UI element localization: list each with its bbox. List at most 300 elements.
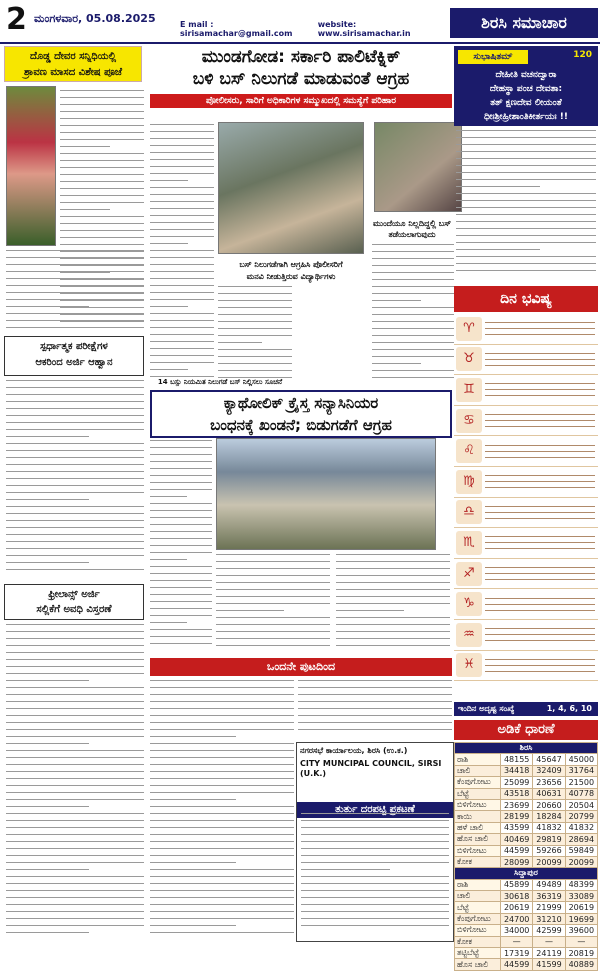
text-line	[150, 334, 214, 335]
horoscope-row	[454, 620, 598, 651]
continued-text-2	[298, 680, 452, 738]
second-article-col-1	[150, 440, 212, 654]
left-subhead-2-line-2: ಸಲ್ಲಿಕೆಗೆ ಅವಧಿ ವಿಸ್ತರಣೆ	[36, 604, 112, 615]
pisces-icon: ♓	[456, 653, 482, 677]
rate-variety: ಬೆಟ್ಟೆ	[455, 902, 501, 913]
text-line	[6, 499, 89, 500]
rate-value: —	[501, 936, 533, 947]
continued-text-1	[150, 680, 294, 942]
rate-value: 18284	[533, 811, 565, 822]
second-headline	[150, 390, 452, 438]
second-article-col-2	[216, 554, 330, 654]
text-line	[150, 587, 212, 588]
horoscope-text	[482, 378, 598, 401]
text-line	[485, 365, 595, 366]
left-subhead-1-line-1: ಸ್ಪರ್ಧಾತ್ಮಕ ಪರೀಕ್ಷೆಗಳ	[40, 341, 108, 352]
text-line	[6, 520, 144, 521]
rate-variety: ಹೊಸ ಚಾಲಿ	[455, 959, 501, 970]
rate-value: 41832	[565, 822, 597, 833]
mid-subhead-1: ಬಸ್ ನಿಲುಗಡೆಗಾಗಿ ಆಗ್ರಹಿಸಿ ಪೊಲೀಸರಿಗೆ	[239, 260, 343, 269]
horoscope-text	[482, 501, 598, 524]
text-line	[456, 144, 596, 145]
text-line	[372, 286, 454, 287]
text-line	[372, 307, 454, 308]
text-line	[150, 348, 214, 349]
text-line	[60, 188, 144, 189]
rate-value: 49489	[533, 879, 565, 890]
text-line	[150, 468, 212, 469]
text-line	[6, 271, 144, 272]
rate-value: 20660	[533, 799, 565, 810]
text-line	[150, 222, 214, 223]
text-line	[298, 687, 452, 688]
text-line	[6, 666, 144, 667]
text-line	[456, 172, 596, 173]
text-line	[150, 187, 214, 188]
text-line	[372, 321, 454, 322]
rate-value: 28099	[501, 856, 533, 867]
text-line	[150, 250, 214, 251]
text-line	[150, 257, 214, 258]
taurus-icon: ♉	[456, 347, 482, 371]
text-line	[218, 342, 262, 343]
text-line	[6, 862, 144, 863]
rates-row	[455, 834, 598, 845]
text-line	[150, 636, 212, 637]
text-line	[6, 813, 144, 814]
text-line	[150, 559, 187, 560]
text-line	[216, 631, 330, 632]
text-line	[216, 575, 330, 576]
text-line	[216, 561, 330, 562]
left-article-text-3	[6, 380, 144, 580]
text-line	[150, 320, 214, 321]
text-line	[150, 722, 294, 723]
text-line	[372, 293, 454, 294]
text-line	[150, 855, 294, 856]
city-council-name-en: CITY MUNCIPAL COUNCIL, SIRSI (U.K.)	[300, 759, 442, 778]
rate-value: 40469	[501, 834, 533, 845]
text-line	[6, 645, 144, 646]
text-line	[150, 580, 212, 581]
rate-value: 45899	[501, 879, 533, 890]
text-line	[6, 694, 144, 695]
text-line	[150, 687, 294, 688]
text-line	[6, 306, 89, 307]
text-line	[150, 566, 212, 567]
text-line	[336, 638, 450, 639]
text-line	[6, 764, 144, 765]
text-line	[6, 652, 144, 653]
text-line	[6, 750, 144, 751]
text-line	[6, 932, 89, 933]
text-line	[216, 603, 330, 604]
rate-variety: ರಾಶಿ	[455, 879, 501, 890]
city-notice-text	[301, 813, 449, 937]
lead-headline-line-2: ಬಳಿ ಬಸ್ ನಿಲುಗಡೆ ಮಾಡುವಂತೆ ಆಗ್ರಹ	[192, 69, 410, 89]
text-line	[60, 174, 144, 175]
rate-value: 24700	[501, 913, 533, 924]
text-line	[216, 638, 330, 639]
text-line	[372, 370, 454, 371]
horoscope-text	[482, 531, 598, 554]
horoscope-text	[482, 562, 598, 585]
text-line	[6, 715, 144, 716]
inset-photo	[374, 122, 462, 212]
text-line	[336, 610, 404, 611]
text-line	[456, 270, 596, 271]
rate-value: 34418	[501, 765, 533, 776]
text-line	[150, 869, 294, 870]
text-line	[485, 322, 595, 323]
text-line	[150, 362, 214, 363]
text-line	[60, 202, 144, 203]
lucky-numbers	[454, 702, 598, 716]
text-line	[150, 461, 212, 462]
lead-article-col-1	[150, 124, 214, 386]
text-line	[456, 263, 596, 264]
rates-row	[455, 902, 598, 913]
text-line	[150, 890, 294, 891]
rate-variety: ಕೆಂಪುಗೋಟು	[455, 777, 501, 788]
text-line	[6, 799, 144, 800]
text-line	[150, 208, 214, 209]
text-line	[60, 125, 144, 126]
text-line	[150, 792, 294, 793]
city-notice-title: ತುರ್ತು ದರಪಟ್ಟಿ ಪ್ರಕಟಣೆ	[297, 802, 453, 818]
subhashitam-label: ಸುಭಾಷಿತಮ್	[458, 50, 528, 64]
text-line	[485, 475, 595, 476]
rate-value: 24119	[533, 948, 565, 959]
text-line	[6, 313, 144, 314]
rate-value: 20099	[533, 856, 565, 867]
rate-variety: ಹಳೆ ಚಾಲಿ	[455, 822, 501, 833]
text-line	[150, 482, 212, 483]
text-line	[216, 589, 330, 590]
text-line	[485, 481, 595, 482]
website-text: website: www.sirisamachar.in	[317, 20, 411, 38]
text-line	[485, 506, 595, 507]
text-line	[150, 701, 294, 702]
text-line	[485, 536, 595, 537]
text-line	[6, 883, 144, 884]
text-line	[456, 228, 596, 229]
lead-subhead: ಮುಂದೆಯೂ ನಿಲ್ಲದಿದ್ದಲ್ಲಿ ಬಸ್ ತಡೆಯಲಾಗುವುದು	[372, 219, 452, 239]
text-line	[336, 617, 450, 618]
text-line	[150, 918, 294, 919]
text-line	[485, 487, 595, 488]
rates-row	[455, 788, 598, 799]
rate-value: 28694	[565, 834, 597, 845]
text-line	[6, 806, 89, 807]
text-line	[6, 897, 144, 898]
rate-value: 28199	[501, 811, 533, 822]
text-line	[150, 138, 214, 139]
text-line	[6, 855, 144, 856]
text-line	[150, 503, 212, 504]
city-council-notice	[296, 742, 454, 942]
text-line	[150, 194, 214, 195]
text-line	[485, 457, 595, 458]
text-line	[6, 278, 144, 279]
text-line	[336, 575, 450, 576]
text-line	[6, 464, 144, 465]
text-line	[485, 426, 595, 427]
text-line	[6, 638, 144, 639]
text-line	[150, 201, 214, 202]
text-line	[150, 243, 188, 244]
areca-rates-table	[454, 742, 598, 971]
text-line	[301, 820, 449, 821]
text-line	[216, 610, 284, 611]
text-line	[372, 272, 454, 273]
text-line	[150, 778, 294, 779]
text-line	[150, 708, 294, 709]
rates-section-row	[455, 743, 598, 754]
rate-variety: ಬಿಳಿಗೋಟು	[455, 845, 501, 856]
text-line	[485, 445, 595, 446]
text-line	[6, 450, 144, 451]
text-line	[456, 221, 596, 222]
issue-date: ಮಂಗಳವಾರ, 05.08.2025	[34, 12, 156, 25]
text-line	[6, 659, 144, 660]
text-line	[6, 422, 144, 423]
text-line	[485, 634, 595, 635]
text-line	[150, 152, 214, 153]
text-line	[150, 285, 214, 286]
rates-row	[455, 891, 598, 902]
rate-value: —	[533, 936, 565, 947]
horoscope-text	[482, 409, 598, 432]
text-line	[150, 932, 294, 933]
text-line	[6, 631, 144, 632]
rally-photo	[216, 438, 436, 550]
rate-variety: ಕೆಂಪುಗೋಟು	[455, 913, 501, 924]
contact-line	[180, 20, 442, 38]
text-line	[485, 567, 595, 568]
areca-rates-title: ಅಡಿಕೆ ಧಾರಣೆ	[454, 720, 598, 740]
text-line	[6, 708, 144, 709]
text-line	[372, 363, 421, 364]
text-line	[150, 306, 188, 307]
text-line	[150, 608, 212, 609]
text-line	[6, 918, 144, 919]
text-line	[372, 265, 454, 266]
text-line	[372, 356, 454, 357]
text-line	[456, 158, 596, 159]
text-line	[372, 300, 421, 301]
text-line	[6, 478, 144, 479]
rate-variety: ತಟ್ಟಿಬೆಟ್ಟೆ	[455, 948, 501, 959]
text-line	[485, 334, 595, 335]
left-headline-box	[4, 46, 142, 82]
text-line	[150, 573, 212, 574]
text-line	[60, 104, 144, 105]
rates-row	[455, 811, 598, 822]
text-line	[6, 771, 144, 772]
rate-value: 44599	[501, 959, 533, 970]
text-line	[6, 729, 144, 730]
horoscope-row	[454, 375, 598, 406]
text-line	[6, 299, 144, 300]
text-line	[301, 883, 449, 884]
text-line	[6, 820, 144, 821]
lucky-numbers-value: 1, 4, 6, 10	[546, 704, 592, 713]
text-line	[372, 349, 454, 350]
text-line	[150, 313, 214, 314]
horoscope-row	[454, 467, 598, 498]
rate-value: 34000	[501, 925, 533, 936]
text-line	[456, 165, 596, 166]
horoscope-row	[454, 651, 598, 682]
text-line	[150, 159, 214, 160]
rates-row	[455, 948, 598, 959]
protest-photo	[218, 122, 364, 254]
text-line	[218, 300, 292, 301]
continued-band: ಒಂದನೇ ಪುಟದಿಂದ	[150, 658, 452, 676]
text-line	[6, 513, 144, 514]
text-line	[301, 890, 449, 891]
rate-variety: ಬೆಟ್ಟೆ	[455, 788, 501, 799]
text-line	[372, 314, 454, 315]
text-line	[6, 743, 89, 744]
horoscope-title: ದಿನ ಭವಿಷ್ಯ	[454, 286, 598, 312]
text-line	[150, 538, 212, 539]
text-line	[218, 335, 292, 336]
text-line	[485, 671, 595, 672]
text-line	[150, 496, 187, 497]
text-line	[150, 601, 212, 602]
text-line	[301, 834, 449, 835]
left-subhead-1-line-2: ಆಕರಿಂದ ಅರ್ಜಿ ಆಹ್ವಾನ	[35, 357, 113, 368]
rate-value: 59849	[565, 845, 597, 856]
text-line	[150, 299, 214, 300]
text-line	[6, 485, 144, 486]
horoscope-text	[482, 593, 598, 616]
text-line	[150, 622, 187, 623]
text-line	[372, 244, 454, 245]
email-text: E mail : sirisamachar@gmail.com	[180, 20, 293, 38]
text-line	[150, 806, 294, 807]
text-line	[6, 869, 89, 870]
horoscope-row	[454, 559, 598, 590]
text-line	[485, 579, 595, 580]
text-line	[150, 729, 294, 730]
page-number: 2	[6, 2, 27, 37]
text-line	[456, 207, 596, 208]
text-line	[216, 554, 330, 555]
rate-value: 30618	[501, 891, 533, 902]
text-line	[6, 876, 144, 877]
text-line	[150, 629, 212, 630]
rate-value: 40889	[565, 959, 597, 970]
text-line	[150, 911, 294, 912]
text-line	[6, 471, 144, 472]
text-line	[150, 531, 212, 532]
text-line	[6, 457, 144, 458]
subhashitam-box	[454, 46, 598, 126]
text-line	[150, 643, 212, 644]
text-line	[6, 429, 144, 430]
text-line	[60, 195, 144, 196]
text-line	[6, 785, 144, 786]
rate-value: 21999	[533, 902, 565, 913]
text-line	[485, 389, 595, 390]
rate-value: 20619	[565, 902, 597, 913]
rates-row	[455, 959, 598, 970]
rate-value: 23699	[501, 799, 533, 810]
text-line	[336, 596, 450, 597]
text-line	[216, 596, 330, 597]
rate-variety: ಬಿಳಿಗೋಟು	[455, 799, 501, 810]
text-line	[6, 680, 89, 681]
rate-variety: ಹೊಸ ಚಾಲಿ	[455, 834, 501, 845]
text-line	[6, 673, 144, 674]
text-line	[298, 680, 452, 681]
rates-row	[455, 777, 598, 788]
text-line	[6, 534, 144, 535]
masthead: ಶಿರಸಿ ಸಮಾಚಾರ	[450, 8, 598, 38]
text-line	[485, 573, 595, 574]
left-headline-line-2: ಶ್ರಾವಣ ಮಾಸದ ವಿಶೇಷ ಪೂಜೆ	[23, 67, 123, 78]
text-line	[485, 414, 595, 415]
rate-value: 31210	[533, 913, 565, 924]
text-line	[6, 285, 144, 286]
horoscope-row	[454, 589, 598, 620]
text-line	[6, 527, 144, 528]
text-line	[6, 506, 144, 507]
horoscope-row	[454, 345, 598, 376]
rate-value: 33089	[565, 891, 597, 902]
left-article-text-2	[6, 250, 144, 334]
rate-value: 45647	[533, 754, 565, 765]
text-line	[218, 363, 292, 364]
lead-strap: ಪೋಲೀಸರು, ಸಾರಿಗೆ ಅಧಿಕಾರಿಗಳ ಸಮ್ಮುಖದಲ್ಲಿ ಸಮಸ್ಯೆಗೆ ಪರಿಹಾರ	[150, 94, 452, 108]
rate-value: 48399	[565, 879, 597, 890]
text-line	[485, 659, 595, 660]
cancer-icon: ♋	[456, 409, 482, 433]
text-line	[6, 394, 144, 395]
rate-variety: ಚಾಲಿ	[455, 765, 501, 776]
leo-icon: ♌	[456, 439, 482, 463]
text-line	[6, 492, 144, 493]
text-line	[485, 548, 595, 549]
text-line	[150, 834, 294, 835]
text-line	[150, 615, 212, 616]
text-line	[60, 153, 144, 154]
text-line	[456, 151, 596, 152]
rate-value: 48155	[501, 754, 533, 765]
subhashitam-meaning	[456, 130, 596, 282]
text-line	[6, 257, 144, 258]
text-line	[60, 146, 110, 147]
rate-variety: ಬಿಳಿಗೋಟು	[455, 925, 501, 936]
text-line	[6, 890, 144, 891]
rates-row	[455, 936, 598, 947]
lead-article-col-2	[218, 286, 292, 386]
text-line	[6, 408, 144, 409]
rate-value: 20504	[565, 799, 597, 810]
text-line	[60, 216, 144, 217]
text-line	[150, 292, 214, 293]
rates-row	[455, 765, 598, 776]
text-line	[456, 186, 540, 187]
subhashitam-line-3: ತತ್ ಕ್ಷಣದೇವ ಲೀಯಂತೆ	[490, 98, 562, 108]
text-line	[301, 855, 449, 856]
text-line	[150, 327, 214, 328]
text-line	[6, 757, 144, 758]
rate-value: 31764	[565, 765, 597, 776]
